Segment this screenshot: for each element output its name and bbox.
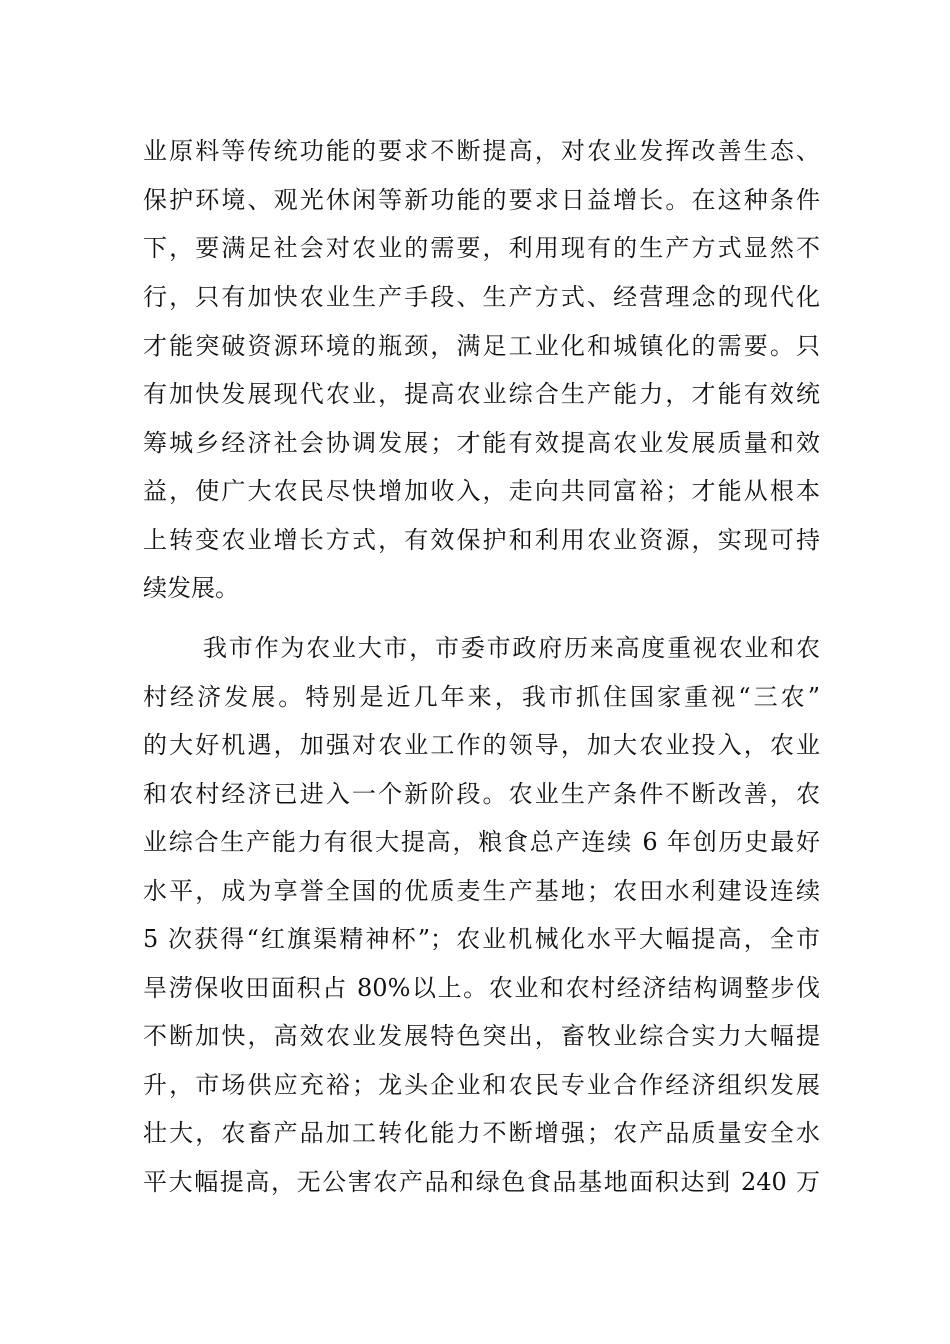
- text-line-14: 和农村经济已进入一个新阶段。农业生产条件不断改善，农: [143, 780, 820, 808]
- text-line-21: 壮大，农畜产品加工转化能力不断增强；农产品质量安全水: [143, 1119, 820, 1147]
- text-line-4: 行，只有加快农业生产手段、生产方式、经营理念的现代化: [143, 283, 820, 311]
- text-line-16: 水平，成为享誉全国的优质麦生产基地；农田水利建设连续: [143, 877, 820, 905]
- text-line-13: 的大好机遇，加强对农业工作的领导，加大农业投入，农业: [143, 731, 820, 759]
- text-line-8: 益，使广大农民尽快增加收入，走向共同富裕；才能从根本: [143, 477, 820, 505]
- text-line-20: 升，市场供应充裕；龙头企业和农民专业合作经济组织发展: [143, 1071, 820, 1099]
- text-line-15: 业综合生产能力有很大提高，粮食总产连续 6 年创历史最好: [143, 828, 820, 856]
- text-line-22: 平大幅提高，无公害农产品和绿色食品基地面积达到 240 万: [143, 1168, 820, 1196]
- text-line-2: 保护环境、观光休闲等新功能的要求日益增长。在这种条件: [143, 186, 820, 214]
- text-line-1: 业原料等传统功能的要求不断提高，对农业发挥改善生态、: [143, 137, 820, 165]
- text-line-5: 才能突破资源环境的瓶颈，满足工业化和城镇化的需要。只: [143, 332, 820, 360]
- text-line-18: 旱涝保收田面积占 80%以上。农业和农村经济结构调整步伐: [143, 974, 820, 1002]
- text-line-17: 5 次获得“红旗渠精神杯”；农业机械化水平大幅提高，全市: [143, 925, 820, 953]
- text-line-11: 我市作为农业大市，市委市政府历来高度重视农业和农: [203, 634, 820, 662]
- text-line-10: 续发展。: [143, 574, 239, 602]
- text-line-7: 筹城乡经济社会协调发展；才能有效提高农业发展质量和效: [143, 429, 820, 457]
- text-line-6: 有加快发展现代农业，提高农业综合生产能力，才能有效统: [143, 380, 820, 408]
- text-line-12: 村经济发展。特别是近几年来，我市抓住国家重视“三农”: [143, 683, 820, 711]
- text-line-3: 下，要满足社会对农业的需要，利用现有的生产方式显然不: [143, 234, 820, 262]
- text-line-9: 上转变农业增长方式，有效保护和利用农业资源，实现可持: [143, 526, 820, 554]
- text-line-19: 不断加快，高效农业发展特色突出，畜牧业综合实力大幅提: [143, 1022, 820, 1050]
